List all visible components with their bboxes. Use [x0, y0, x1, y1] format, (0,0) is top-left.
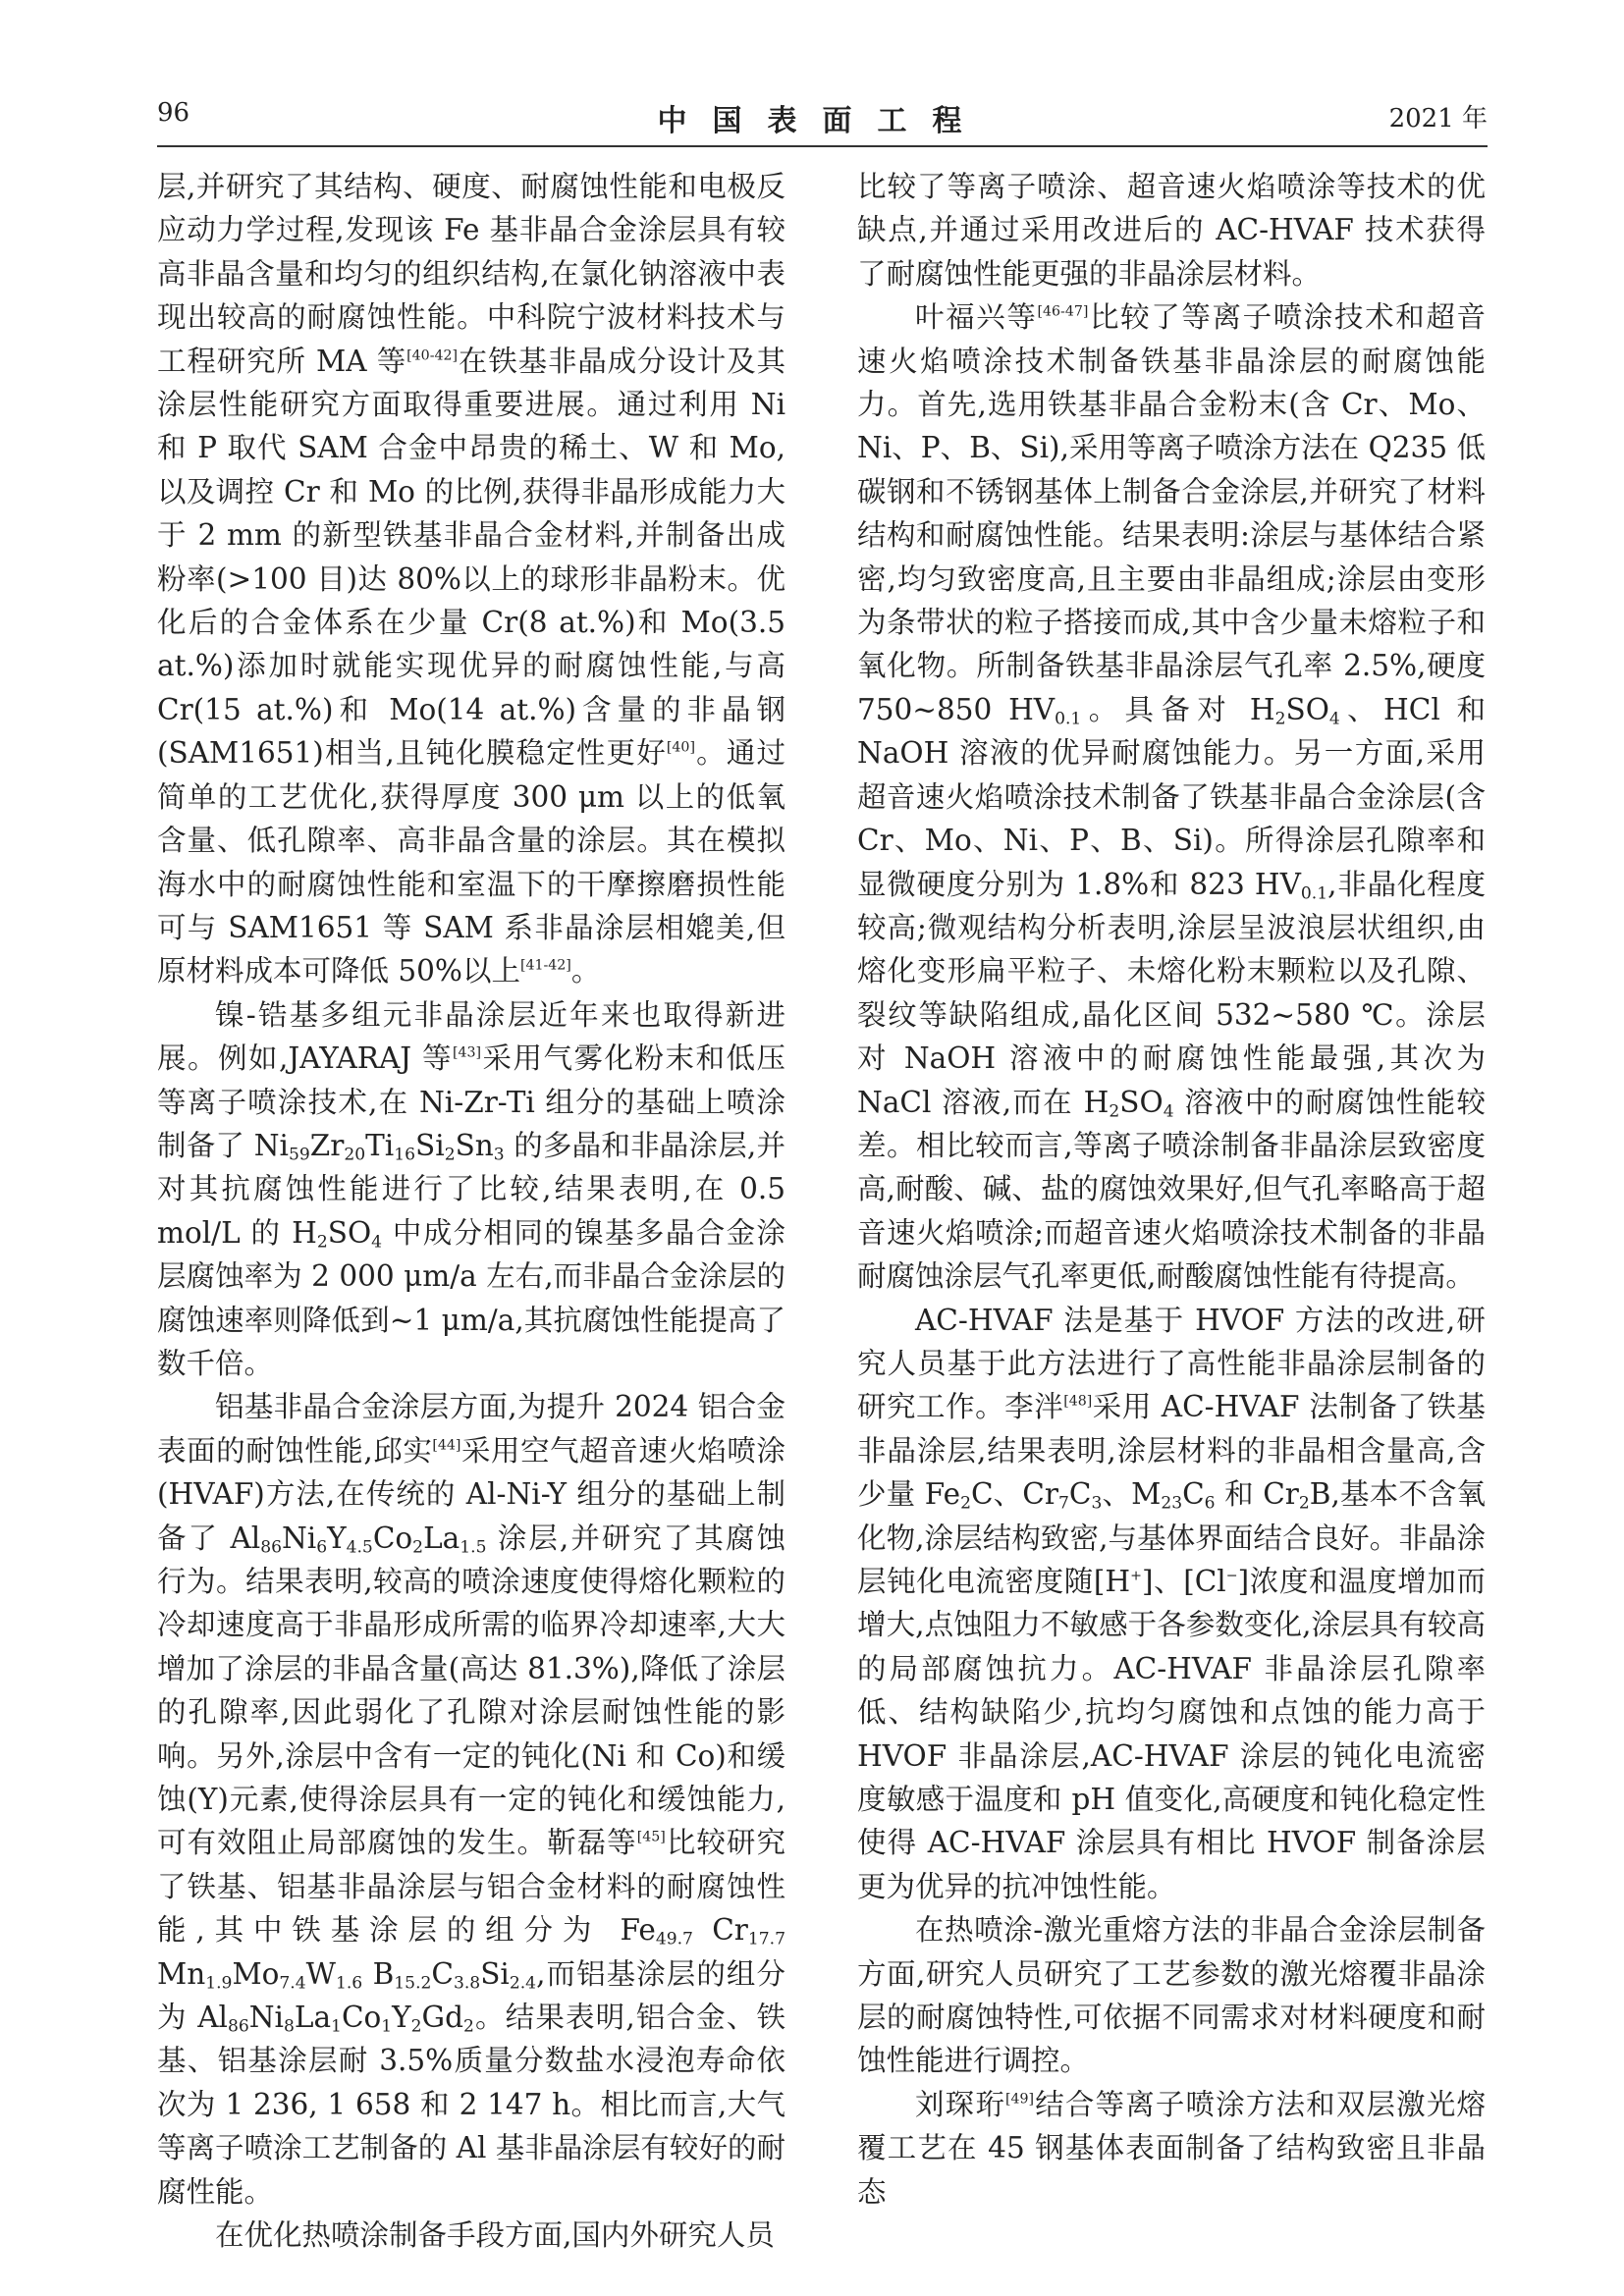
header-divider	[157, 145, 1488, 147]
publication-year: 2021 年	[1388, 104, 1488, 133]
paragraph: AC-HVAF 法是基于 HVOF 方法的改进,研究人员基于此方法进行了高性能非晶涂层制备的研究工作。李泮[48]采用 AC-HVAF 法制备了铁基非晶涂层,结果表明,涂层材料的非晶相含量高,含少量 $Fe_2C$、$Cr_7C_3$、$M_{23}C_6$ 和 $Cr_2B$,基本不含氧化物,涂层结构致密,与基体界面结合良好。非晶涂层钝化电流密度随[H+]、[Cl−]浓度和温度增加而增大,点蚀阻力不敏感于各参数变化,涂层具有较高的局部腐蚀抗力。AC-HVAF 非晶涂层孔隙率低、结构缺陷少,抗均匀腐蚀和点蚀的能力高于 HVOF 非晶涂层,AC-HVAF 涂层的钝化电流密度敏感于温度和 pH 值变化,高硬度和钝化稳定性使得 AC-HVAF 涂层具有相比 HVOF 制备涂层更为优异的抗冲蚀性能。	[857, 1303, 1486, 1903]
right-column	[857, 165, 1486, 2214]
paragraph: 在热喷涂-激光重熔方法的非晶合金涂层制备方面,研究人员研究了工艺参数的激光熔覆非晶涂层的耐腐蚀特性,可依据不同需求对材料硬度和耐蚀性能进行调控。	[857, 1913, 1486, 2078]
page-number: 96	[157, 98, 190, 128]
left-column	[157, 165, 785, 2258]
paragraph: 镍-锆基多组元非晶涂层近年来也取得新进展。例如,JAYARAJ 等[43]采用气雾化粉末和低压等离子喷涂技术,在 Ni-Zr-Ti 组分的基础上喷涂制备了 $Ni_{59}Zr_{20}Ti_{16}Si_2Sn_3$ 的多晶和非晶涂层,并对其抗腐蚀性能进行了比较,结果表明,在 0.5 mol/L 的 $H_2SO_4$ 中成分相同的镍基多晶合金涂层腐蚀率为 2 000 μm/a 左右,而非晶合金涂层的腐蚀速率则降低到~1 μm/a,其抗腐蚀性能提高了数千倍。	[157, 997, 785, 1380]
paragraph: 叶福兴等[46-47]比较了等离子喷涂技术和超音速火焰喷涂技术制备铁基非晶涂层的耐腐蚀能力。首先,选用铁基非晶合金粉末(含 Cr、Mo、Ni、P、B、Si),采用等离子喷涂方法在 Q235 低碳钢和不锈钢基体上制备合金涂层,并研究了材料结构和耐腐蚀性能。结果表明:涂层与基体结合紧密,均匀致密度高,且主要由非晶组成;涂层由变形为条带状的粒子搭接而成,其中含少量未熔粒子和氧化物。所制备铁基非晶涂层气孔率 2.5%,硬度 750~850 $HV_{0.1}$。具备对 $H_2SO_4$、HCl 和 NaOH 溶液的优异耐腐蚀能力。另一方面,采用超音速火焰喷涂技术制备了铁基非晶合金涂层(含 Cr、Mo、Ni、P、B、Si)。所得涂层孔隙率和显微硬度分别为 1.8%和 823 $HV_{0.1}$,非晶化程度较高;微观结构分析表明,涂层呈波浪层状组织,由熔化变形扁平粒子、未熔化粉末颗粒以及孔隙、裂纹等缺陷组成,晶化区间 532~580 ℃。涂层对 NaOH 溶液中的耐腐蚀性能最强,其次为 NaCl 溶液,而在 $H_2SO_4$ 溶液中的耐腐蚀性能较差。相比较而言,等离子喷涂制备非晶涂层致密度高,耐酸、碱、盐的腐蚀效果好,但气孔率略高于超音速火焰喷涂;而超音速火焰喷涂技术制备的非晶耐腐蚀涂层气孔率更低,耐酸腐蚀性能有待提高。	[857, 300, 1486, 1294]
page-header	[157, 98, 1488, 137]
paragraph: 层,并研究了其结构、硬度、耐腐蚀性能和电极反应动力学过程,发现该 Fe 基非晶合金涂层具有较高非晶含量和均匀的组织结构,在氯化钠溶液中表现出较高的耐腐蚀性能。中科院宁波材料技术与工程研究所 MA 等[40-42]在铁基非晶成分设计及其涂层性能研究方面取得重要进展。通过利用 Ni 和 P 取代 SAM 合金中昂贵的稀土、W 和 Mo,以及调控 Cr 和 Mo 的比例,获得非晶形成能力大于 2 mm 的新型铁基非晶合金材料,并制备出成粉率(>100 目)达 80%以上的球形非晶粉末。优化后的合金体系在少量 Cr(8 at.%)和 Mo(3.5 at.%)添加时就能实现优异的耐腐蚀性能,与高 Cr(15 at.%)和 Mo(14 at.%)含量的非晶钢(SAM1651)相当,且钝化膜稳定性更好[40]。通过简单的工艺优化,获得厚度 300 μm 以上的低氧含量、低孔隙率、高非晶含量的涂层。其在模拟海水中的耐腐蚀性能和室温下的干摩擦磨损性能可与 SAM1651 等 SAM 系非晶涂层相媲美,但原材料成本可降低 50%以上[41-42]。	[157, 170, 785, 988]
paragraph: 比较了等离子喷涂、超音速火焰喷涂等技术的优缺点,并通过采用改进后的 AC-HVAF 技术获得了耐腐蚀性能更强的非晶涂层材料。	[857, 170, 1486, 291]
journal-title: 中国表面工程	[657, 104, 988, 138]
paragraph: 刘琛珩[49]结合等离子喷涂方法和双层激光熔覆工艺在 45 钢基体表面制备了结构致密且非晶态	[857, 2087, 1486, 2209]
paragraph: 铝基非晶合金涂层方面,为提升 2024 铝合金表面的耐蚀性能,邱实[44]采用空气超音速火焰喷涂(HVAF)方法,在传统的 Al-Ni-Y 组分的基础上制备了 $Al_{86}Ni_6Y_{4.5}Co_2La_{1.5}$ 涂层,并研究了其腐蚀行为。结果表明,较高的喷涂速度使得熔化颗粒的冷却速度高于非晶形成所需的临界冷却速率,大大增加了涂层的非晶含量(高达 81.3%),降低了涂层的孔隙率,因此弱化了孔隙对涂层耐蚀性能的影响。另外,涂层中含有一定的钝化(Ni 和 Co)和缓蚀(Y)元素,使得涂层具有一定的钝化和缓蚀能力,可有效阻止局部腐蚀的发生。靳磊等[45]比较研究了铁基、铝基非晶涂层与铝合金材料的耐腐蚀性能,其中铁基涂层的组分为 $Fe_{49.7}$ $Cr_{17.7}$ $Mn_{1.9}Mo_{7.4}W_{1.6}$ $B_{15.2}C_{3.8}Si_{2.4}$,而铝基涂层的组分为 $Al_{86}Ni_8La_1Co_1Y_2Gd_2$。结果表明,铝合金、铁基、铝基涂层耐 3.5%质量分数盐水浸泡寿命依次为 1 236, 1 658 和 2 147 h。相比而言,大气等离子喷涂工艺制备的 Al 基非晶涂层有较好的耐腐性能。	[157, 1390, 785, 2209]
paragraph: 在优化热喷涂制备手段方面,国内外研究人员	[215, 2218, 775, 2253]
